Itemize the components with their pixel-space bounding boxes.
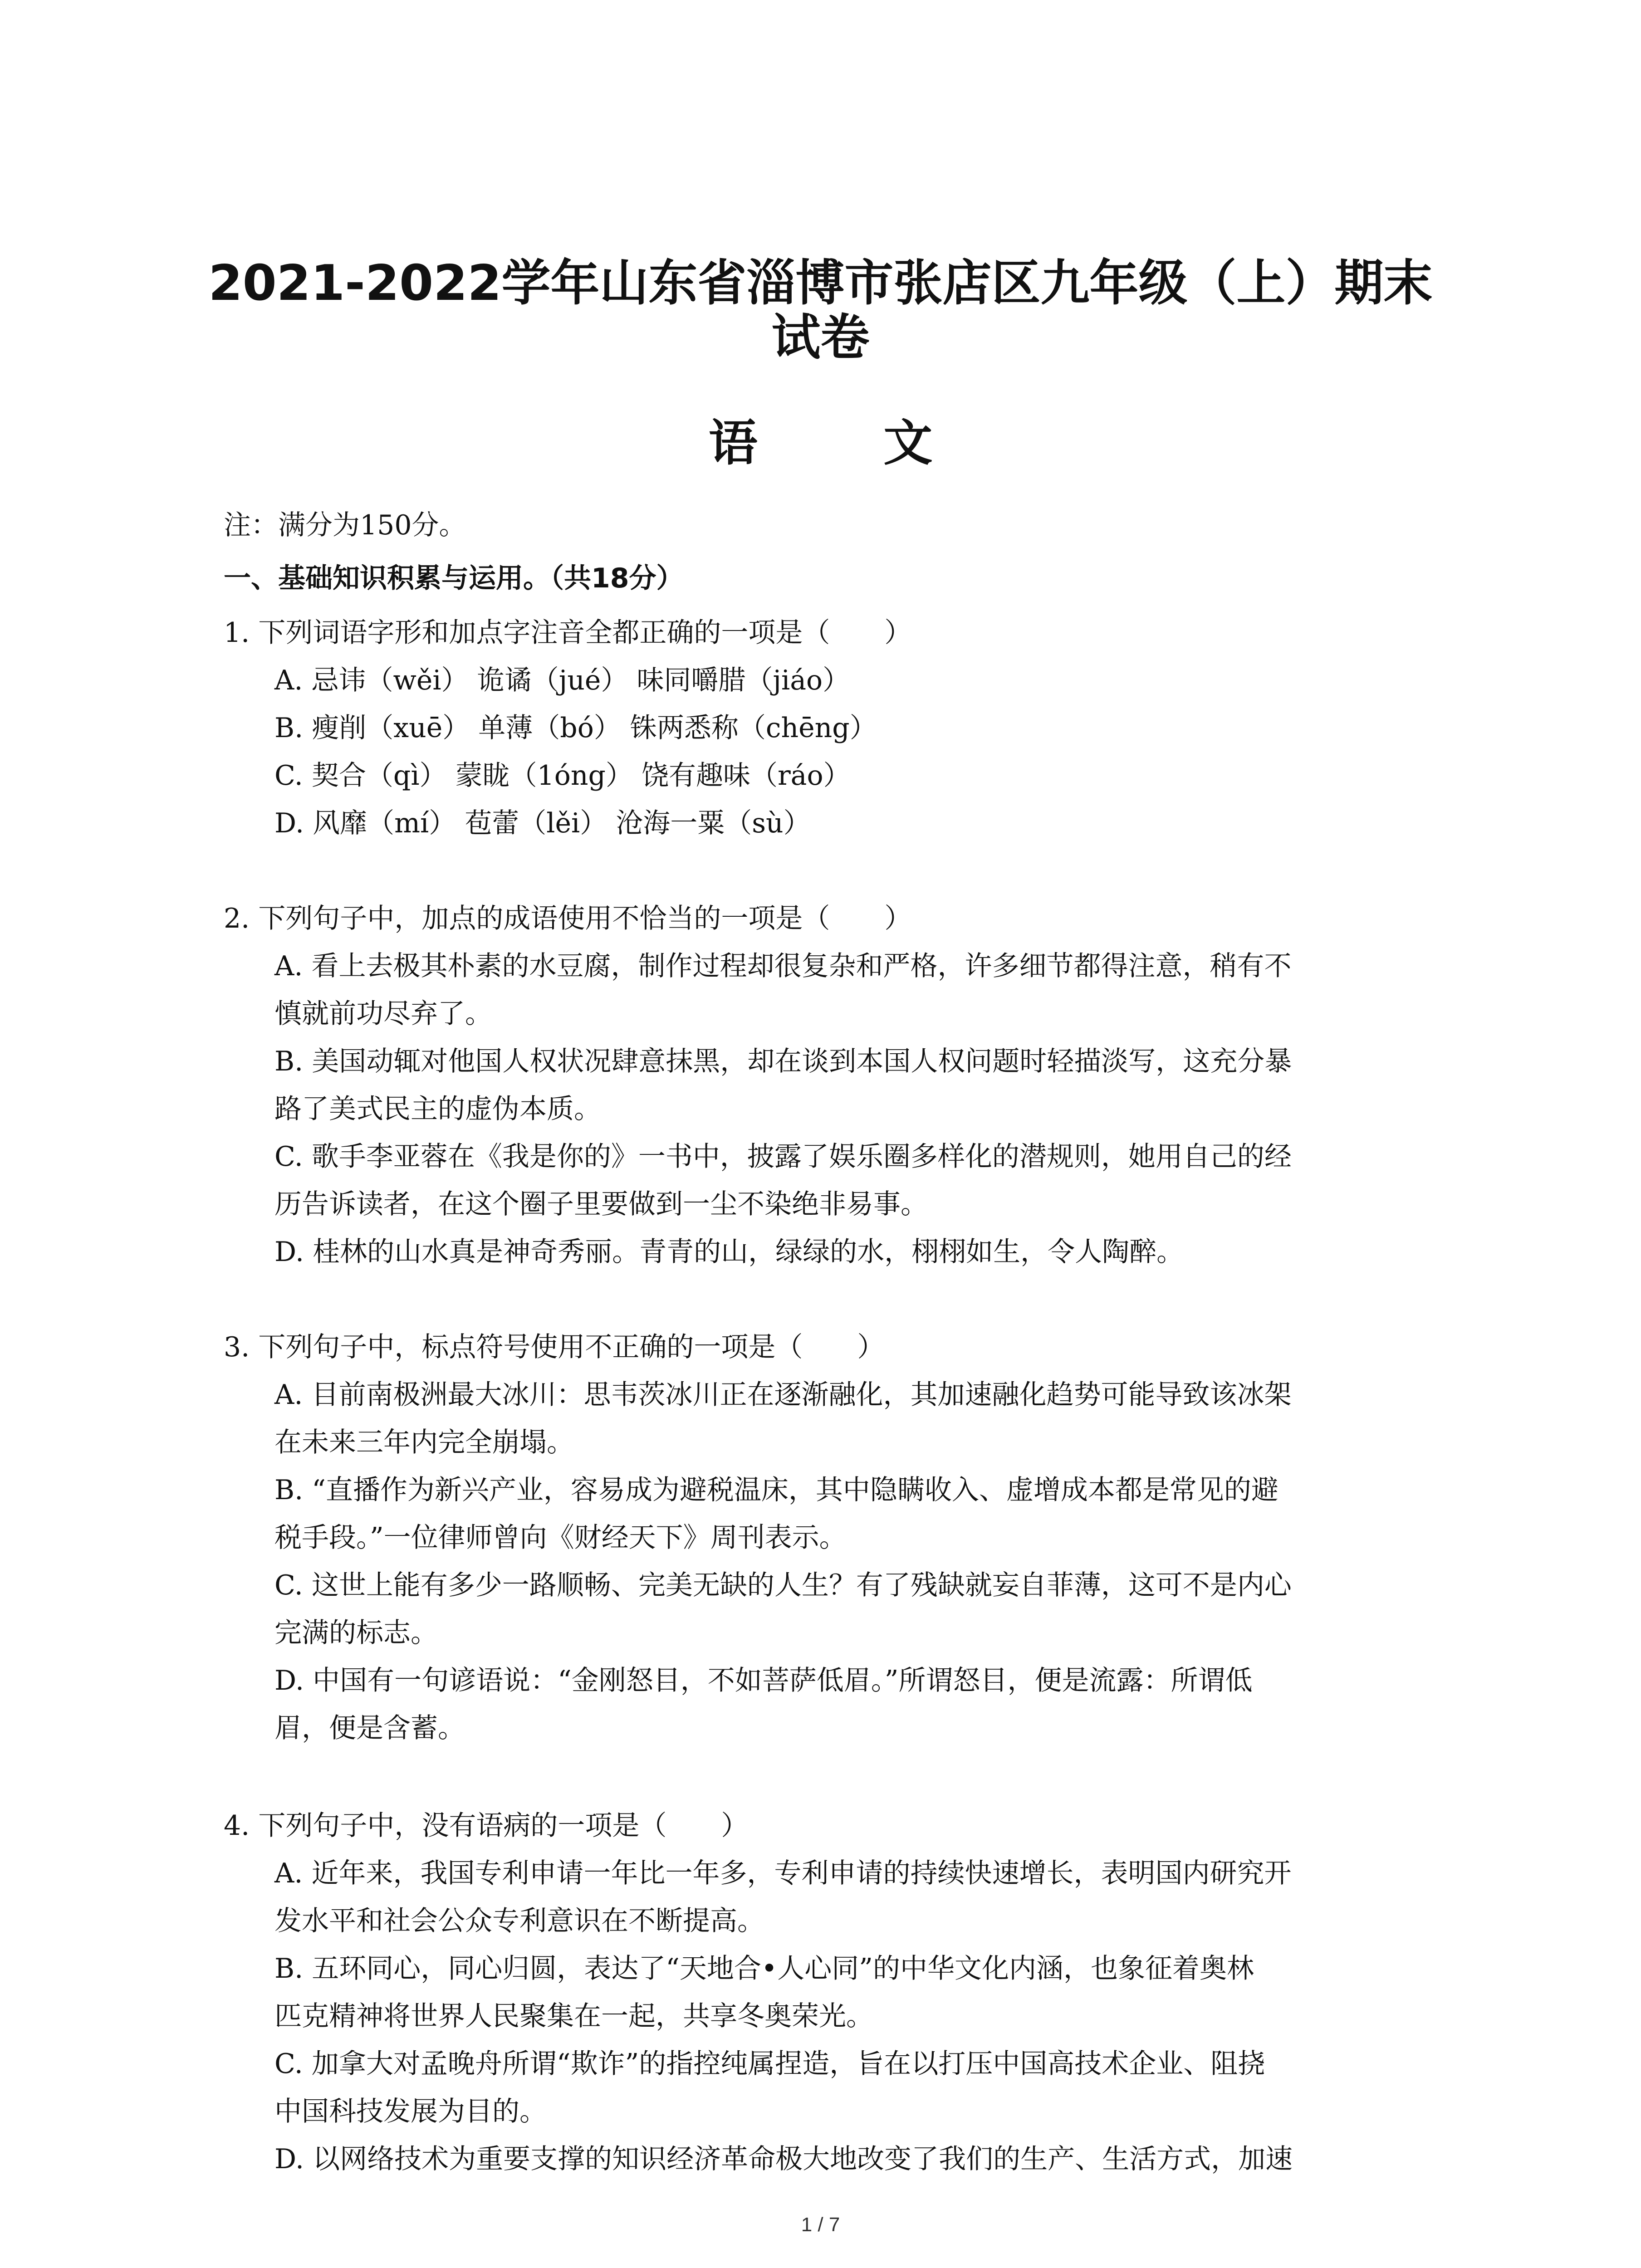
question-2-stem: 2. 下列句子中，加点的成语使用不恰当的一项是（ ） — [224, 903, 912, 934]
question-3-option-d: D. 中国有一句谚语说：“金刚怒目，不如菩萨低眉。”所谓怒目，便是流露：所谓低 — [274, 1665, 1253, 1696]
question-2-option-b: B. 美国动辄对他国人权状况肆意抹黑，却在谈到本国人权问题时轻描淡写，这充分暴 — [274, 1046, 1292, 1077]
question-2-option-c-continued: 历告诉读者，在这个圈子里要做到一尘不染绝非易事。 — [274, 1188, 928, 1220]
question-3-option-b-continued: 税手段。”一位律师曾向《财经天下》周刊表示。 — [274, 1522, 847, 1554]
exam-title-line-1: 2021-2022学年山东省淄博市张店区九年级（上）期末 — [208, 255, 1433, 312]
section-heading: 一、基础知识积累与运用。（共18分） — [224, 562, 684, 594]
question-1-stem: 1. 下列词语字形和加点字注音全都正确的一项是（ ） — [224, 617, 912, 649]
question-4-option-c-continued: 中国科技发展为目的。 — [274, 2096, 547, 2127]
question-3-option-b: B. “直播作为新兴产业，容易成为避税温床，其中隐瞒收入、虚增成本都是常见的避 — [274, 1474, 1279, 1506]
question-3-option-a: A. 目前南极洲最大冰川：思韦茨冰川正在逐渐融化，其加速融化趋势可能导致该冰架 — [274, 1379, 1292, 1411]
question-3-stem: 3. 下列句子中，标点符号使用不正确的一项是（ ） — [224, 1331, 885, 1363]
question-2-option-d: D. 桂林的山水真是神奇秀丽。青青的山，绿绿的水，栩栩如生，令人陶醉。 — [274, 1236, 1184, 1268]
question-1-option-c: C. 契合（qì） 蒙眬（1óng） 饶有趣味（ráo） — [274, 760, 851, 792]
question-3-option-c: C. 这世上能有多少一路顺畅、完美无缺的人生？有了残缺就妄自菲薄，这可不是内心 — [274, 1569, 1292, 1601]
question-4-stem: 4. 下列句子中，没有语病的一项是（ ） — [224, 1810, 749, 1842]
question-1-option-a: A. 忌讳（wěi） 诡谲（jué） 味同嚼腊（jiáo） — [274, 665, 850, 696]
question-1-option-b: B. 瘦削（xuē） 单薄（bó） 铢两悉称（chēng） — [274, 712, 877, 744]
question-4-option-d: D. 以网络技术为重要支撑的知识经济革命极大地改变了我们的生产、生活方式，加速 — [274, 2143, 1293, 2175]
exam-title-line-2: 试卷 — [771, 309, 870, 366]
question-4-option-b: B. 五环同心，同心归圆，表达了“天地合•人心同”的中华文化内涵，也象征着奥林 — [274, 1953, 1254, 1984]
question-2-option-b-continued: 路了美式民主的虚伪本质。 — [274, 1093, 601, 1125]
question-3-option-c-continued: 完满的标志。 — [274, 1617, 438, 1649]
question-2-option-a-continued: 慎就前功尽弃了。 — [274, 998, 492, 1030]
question-4-option-a-continued: 发水平和社会公众专利意识在不断提高。 — [274, 1905, 764, 1937]
question-2-option-a: A. 看上去极其朴素的水豆腐，制作过程却很复杂和严格，许多细节都得注意，稍有不 — [274, 950, 1292, 982]
question-1-option-d: D. 风靡（mí） 苞蕾（lěi） 沧海一粟（sù） — [274, 807, 811, 839]
question-3-option-d-continued: 眉，便是含蓄。 — [274, 1712, 465, 1744]
question-2-option-c: C. 歌手李亚蓉在《我是你的》一书中，披露了娱乐圈多样化的潜规则，她用自己的经 — [274, 1141, 1292, 1173]
subject-heading: 语 文 — [708, 415, 987, 472]
question-4-option-b-continued: 匹克精神将世界人民聚集在一起，共享冬奥荣光。 — [274, 2000, 873, 2032]
question-4-option-a: A. 近年来，我国专利申请一年比一年多，专利申请的持续快速增长，表明国内研究开 — [274, 1857, 1292, 1889]
page-number: 1 / 7 — [801, 2214, 840, 2236]
question-4-option-c: C. 加拿大对孟晚舟所谓“欺诈”的指控纯属捏造，旨在以打压中国高技术企业、阻挠 — [274, 2048, 1265, 2080]
question-3-option-a-continued: 在未来三年内完全崩塌。 — [274, 1427, 574, 1458]
score-note: 注：满分为150分。 — [224, 509, 466, 541]
